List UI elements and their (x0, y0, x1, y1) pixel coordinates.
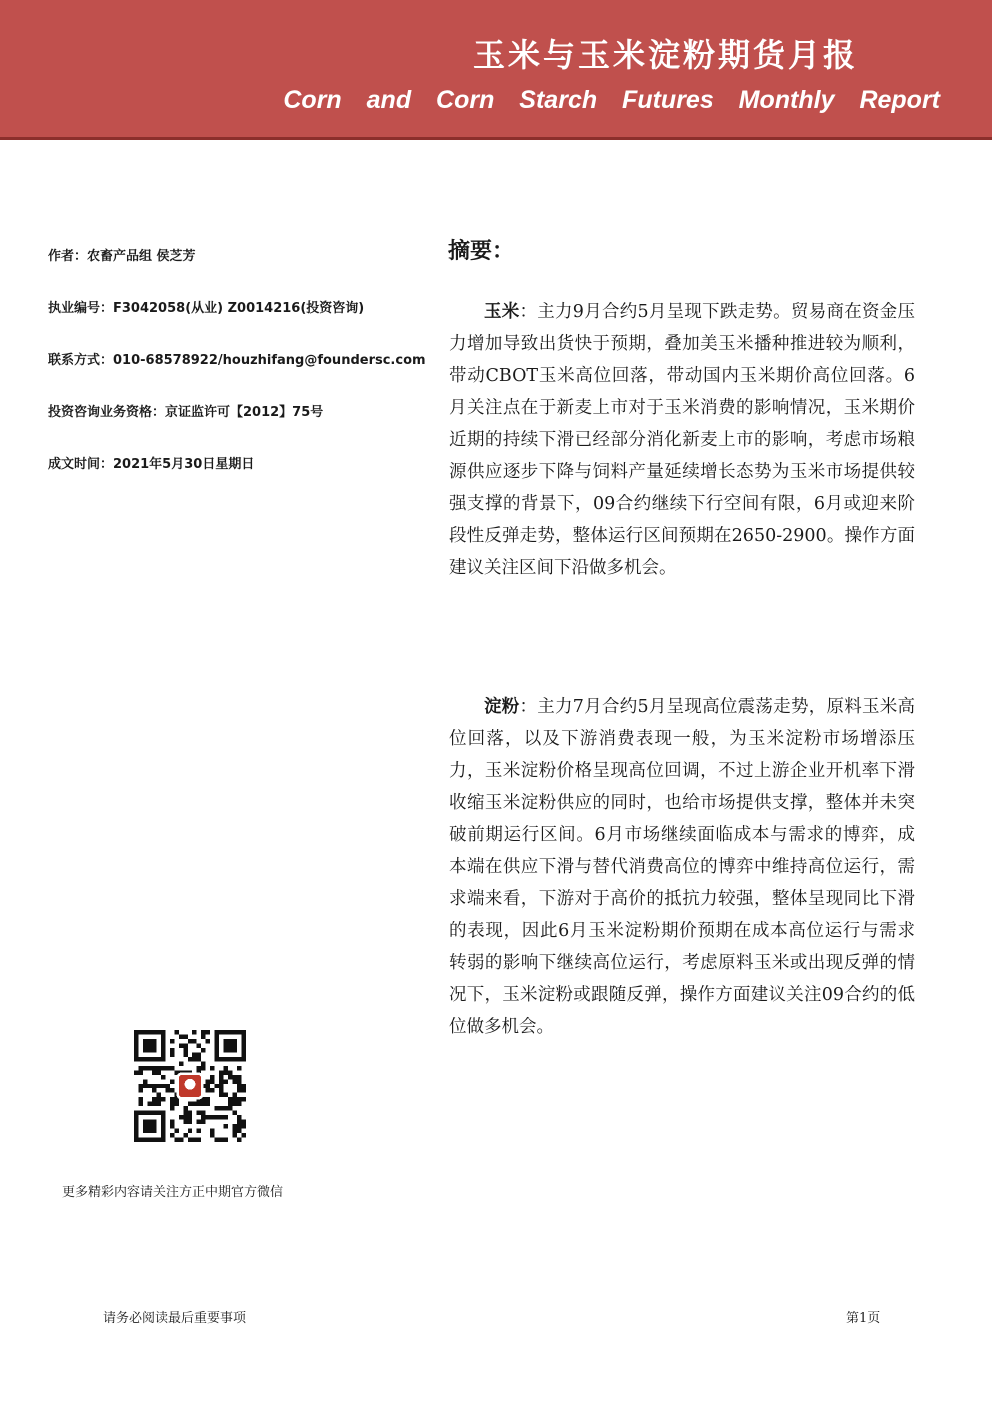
qr-module (215, 1084, 219, 1088)
qr-module (183, 1034, 187, 1038)
qr-module (197, 1138, 201, 1142)
qr-module (138, 1097, 142, 1101)
qr-module (165, 1084, 169, 1088)
starch-label: 淀粉 (484, 697, 520, 717)
qr-module (242, 1084, 246, 1088)
qr-module (143, 1079, 147, 1083)
qr-module (170, 1106, 174, 1110)
qr-module (197, 1043, 201, 1047)
qr-module (179, 1043, 183, 1047)
qr-module (233, 1133, 237, 1137)
qr-module (233, 1097, 237, 1101)
qr-module (206, 1079, 210, 1083)
qr-module (170, 1052, 174, 1056)
qr-module (143, 1066, 147, 1070)
qr-module (242, 1124, 246, 1128)
qr-module (237, 1120, 241, 1124)
qr-module (237, 1138, 241, 1142)
qr-module (237, 1124, 241, 1128)
qr-module (156, 1070, 160, 1074)
qr-module (197, 1129, 201, 1133)
qr-module (156, 1066, 160, 1070)
corn-paragraph (449, 296, 915, 584)
qr-module (170, 1133, 174, 1137)
qr-module (192, 1138, 196, 1142)
qr-module (219, 1106, 223, 1110)
qr-module (170, 1048, 174, 1052)
qr-module (188, 1111, 192, 1115)
qr-module (201, 1102, 205, 1106)
qr-module (156, 1093, 160, 1097)
qr-module (152, 1097, 156, 1101)
license-line: 执业编号：F3042058(从业) Z0014216(投资咨询) (48, 301, 365, 316)
qr-module (242, 1133, 246, 1137)
qr-module (152, 1102, 156, 1106)
qr-module (161, 1066, 165, 1070)
qr-module (242, 1097, 246, 1101)
qr-module (192, 1052, 196, 1056)
qr-module (237, 1129, 241, 1133)
qr-module (174, 1129, 178, 1133)
qr-module (192, 1030, 196, 1034)
qr-module (224, 1115, 228, 1119)
qr-module (237, 1066, 241, 1070)
qr-module (201, 1111, 205, 1115)
qr-module (201, 1066, 205, 1070)
qr-module (219, 1115, 223, 1119)
qr-module (188, 1138, 192, 1142)
qr-module (152, 1084, 156, 1088)
qr-module (197, 1120, 201, 1124)
qr-module (233, 1124, 237, 1128)
qr-module (237, 1097, 241, 1101)
qr-module (219, 1088, 223, 1092)
qr-module (242, 1120, 246, 1124)
qr-module (210, 1115, 214, 1119)
starch-text: ：主力7月合约5月呈现高位震荡走势，原料玉米高位回落，以及下游消费表现一般，为玉米淀粉市场增添压力，玉米淀粉价格呈现高位回调，不过上游企业开机率下滑收缩玉米淀粉供应的同时，也给市场提供支撑，整体并未突破前期运行区间。6月市场继续面临成本与需求的博弈，成本端在供应下滑与替代消费高位的博弈中维持高位运行，需求端来看，下游对于高价的抵抗力较强，整体呈现同比下滑的表现，因此6月玉米淀粉期价预期在成本高位运行与需求转弱的影响下继续高位运行，考虑原料玉米或出现反弹的情况下，玉米淀粉或跟随反弹，操作方面建议关注09合约的低位做多机会。 (449, 697, 915, 1037)
qr-module (138, 1084, 142, 1088)
qr-module (233, 1079, 237, 1083)
qr-module (197, 1111, 201, 1115)
qr-module (210, 1088, 214, 1092)
qr-module (174, 1030, 178, 1034)
qr-module (165, 1088, 169, 1092)
qr-module (233, 1111, 237, 1115)
qr-module (224, 1124, 228, 1128)
qr-module (161, 1084, 165, 1088)
qr-module (165, 1066, 169, 1070)
qr-module (224, 1070, 228, 1074)
qr-module (233, 1093, 237, 1097)
qr-module (170, 1088, 174, 1092)
qr-module (206, 1084, 210, 1088)
qr-module (174, 1102, 178, 1106)
qr-module (201, 1034, 205, 1038)
qr-module (179, 1061, 183, 1065)
qr-module (215, 1106, 219, 1110)
qr-module (134, 1070, 138, 1074)
qr-module (219, 1084, 223, 1088)
qr-module (210, 1129, 214, 1133)
qr-module (170, 1039, 174, 1043)
qr-module (210, 1075, 214, 1079)
qr-module (188, 1102, 192, 1106)
date-line: 成文时间：2021年5月30日星期日 (48, 457, 255, 472)
qr-module (237, 1084, 241, 1088)
qr-module (206, 1097, 210, 1101)
qr-module (233, 1129, 237, 1133)
qr-module (138, 1066, 142, 1070)
qualification-line: 投资咨询业务资格：京证监许可【2012】75号 (48, 405, 324, 420)
qr-module (206, 1039, 210, 1043)
report-title-en: Corn and Corn Starch Futures Monthly Report (283, 86, 940, 114)
qr-module (206, 1030, 210, 1034)
corn-label: 玉米 (484, 302, 520, 322)
qr-module (197, 1057, 201, 1061)
qr-module (197, 1102, 201, 1106)
wechat-qr-code (134, 1030, 246, 1142)
qr-module (183, 1133, 187, 1137)
qr-module (183, 1120, 187, 1124)
qr-module (152, 1070, 156, 1074)
qr-module (219, 1079, 223, 1083)
qr-module (170, 1079, 174, 1083)
qr-module (197, 1066, 201, 1070)
qr-module (170, 1102, 174, 1106)
page-number: 第1页 (846, 1311, 881, 1326)
qr-module (170, 1120, 174, 1124)
qr-module (152, 1066, 156, 1070)
qr-module (206, 1102, 210, 1106)
qr-module (197, 1052, 201, 1056)
qr-module (224, 1093, 228, 1097)
qr-module (138, 1088, 142, 1092)
qr-module (237, 1102, 241, 1106)
qr-module (233, 1102, 237, 1106)
qr-module (152, 1088, 156, 1092)
qr-module (242, 1088, 246, 1092)
qr-module (228, 1106, 232, 1110)
footer-notice: 请务必阅读最后重要事项 (103, 1311, 247, 1326)
qr-module (188, 1039, 192, 1043)
qr-module (215, 1138, 219, 1142)
qr-module (237, 1115, 241, 1119)
summary-heading: 摘要： (448, 239, 515, 264)
qr-module (228, 1070, 232, 1074)
qr-module (183, 1106, 187, 1110)
qr-module (156, 1097, 160, 1101)
qr-module (210, 1066, 214, 1070)
qr-module (183, 1052, 187, 1056)
qr-module (228, 1097, 232, 1101)
qr-module (237, 1079, 241, 1083)
qr-module (224, 1079, 228, 1083)
qr-module (161, 1075, 165, 1079)
qr-module (183, 1115, 187, 1119)
starch-paragraph (449, 691, 915, 1043)
qr-module (170, 1124, 174, 1128)
qr-module (219, 1093, 223, 1097)
qr-caption: 更多精彩内容请关注方正中期官方微信 (62, 1185, 284, 1200)
qr-module (147, 1066, 151, 1070)
qr-module (228, 1075, 232, 1079)
qr-module (206, 1115, 210, 1119)
qr-module (224, 1138, 228, 1142)
qr-module (210, 1079, 214, 1083)
qr-module (192, 1039, 196, 1043)
qr-module (201, 1061, 205, 1065)
qr-module (201, 1120, 205, 1124)
qr-module (215, 1115, 219, 1119)
qr-module (192, 1102, 196, 1106)
qr-module (183, 1043, 187, 1047)
qr-module (138, 1102, 142, 1106)
qr-module (237, 1075, 241, 1079)
contact-line: 联系方式：010-68578922/houzhifang@foundersc.com (48, 353, 426, 368)
report-title-cn: 玉米与玉米淀粉期货月报 (472, 36, 858, 74)
qr-module (201, 1048, 205, 1052)
qr-module (179, 1034, 183, 1038)
qr-module (210, 1133, 214, 1137)
qr-module (179, 1115, 183, 1119)
qr-module (179, 1138, 183, 1142)
header-banner (0, 0, 992, 140)
qr-module (188, 1057, 192, 1061)
qr-module (224, 1066, 228, 1070)
qr-module (161, 1097, 165, 1101)
qr-module (147, 1102, 151, 1106)
qr-module (170, 1066, 174, 1070)
qr-module (219, 1075, 223, 1079)
qr-module (188, 1129, 192, 1133)
qr-module (183, 1048, 187, 1052)
qr-module (188, 1115, 192, 1119)
qr-module (206, 1088, 210, 1092)
qr-module (138, 1070, 142, 1074)
qr-module (147, 1084, 151, 1088)
qr-module (170, 1097, 174, 1101)
qr-module (224, 1106, 228, 1110)
qr-module (143, 1084, 147, 1088)
qr-module (201, 1030, 205, 1034)
qr-module (237, 1088, 241, 1092)
qr-module (156, 1084, 160, 1088)
qr-module (156, 1102, 160, 1106)
qr-module (188, 1120, 192, 1124)
qr-module (192, 1057, 196, 1061)
qr-module (183, 1111, 187, 1115)
corn-text: ：主力9月合约5月呈现下跌走势。贸易商在资金压力增加导致出货快于预期，叠加美玉米播种推进较为顺利，带动CBOT玉米高位回落，带动国内玉米期价高位回落。6月关注点在于新麦上市对于玉米消费的影响情况，玉米期价近期的持续下滑已经部分消化新麦上市的影响，考虑市场粮源供应逐步下降与饲料产量延续增长态势为玉米市场提供较强支撑的背景下，09合约继续下行空间有限，6月或迎来阶段性反弹走势，整体运行区间预期在2650-2900。操作方面建议关注区间下沿做多机会。 (449, 302, 915, 578)
author-line: 作者：农畜产品组 侯芝芳 (48, 249, 196, 264)
qr-module (174, 1138, 178, 1142)
qr-module (201, 1115, 205, 1119)
qr-module (233, 1075, 237, 1079)
qr-module (219, 1138, 223, 1142)
qr-module (219, 1070, 223, 1074)
qr-module (228, 1102, 232, 1106)
